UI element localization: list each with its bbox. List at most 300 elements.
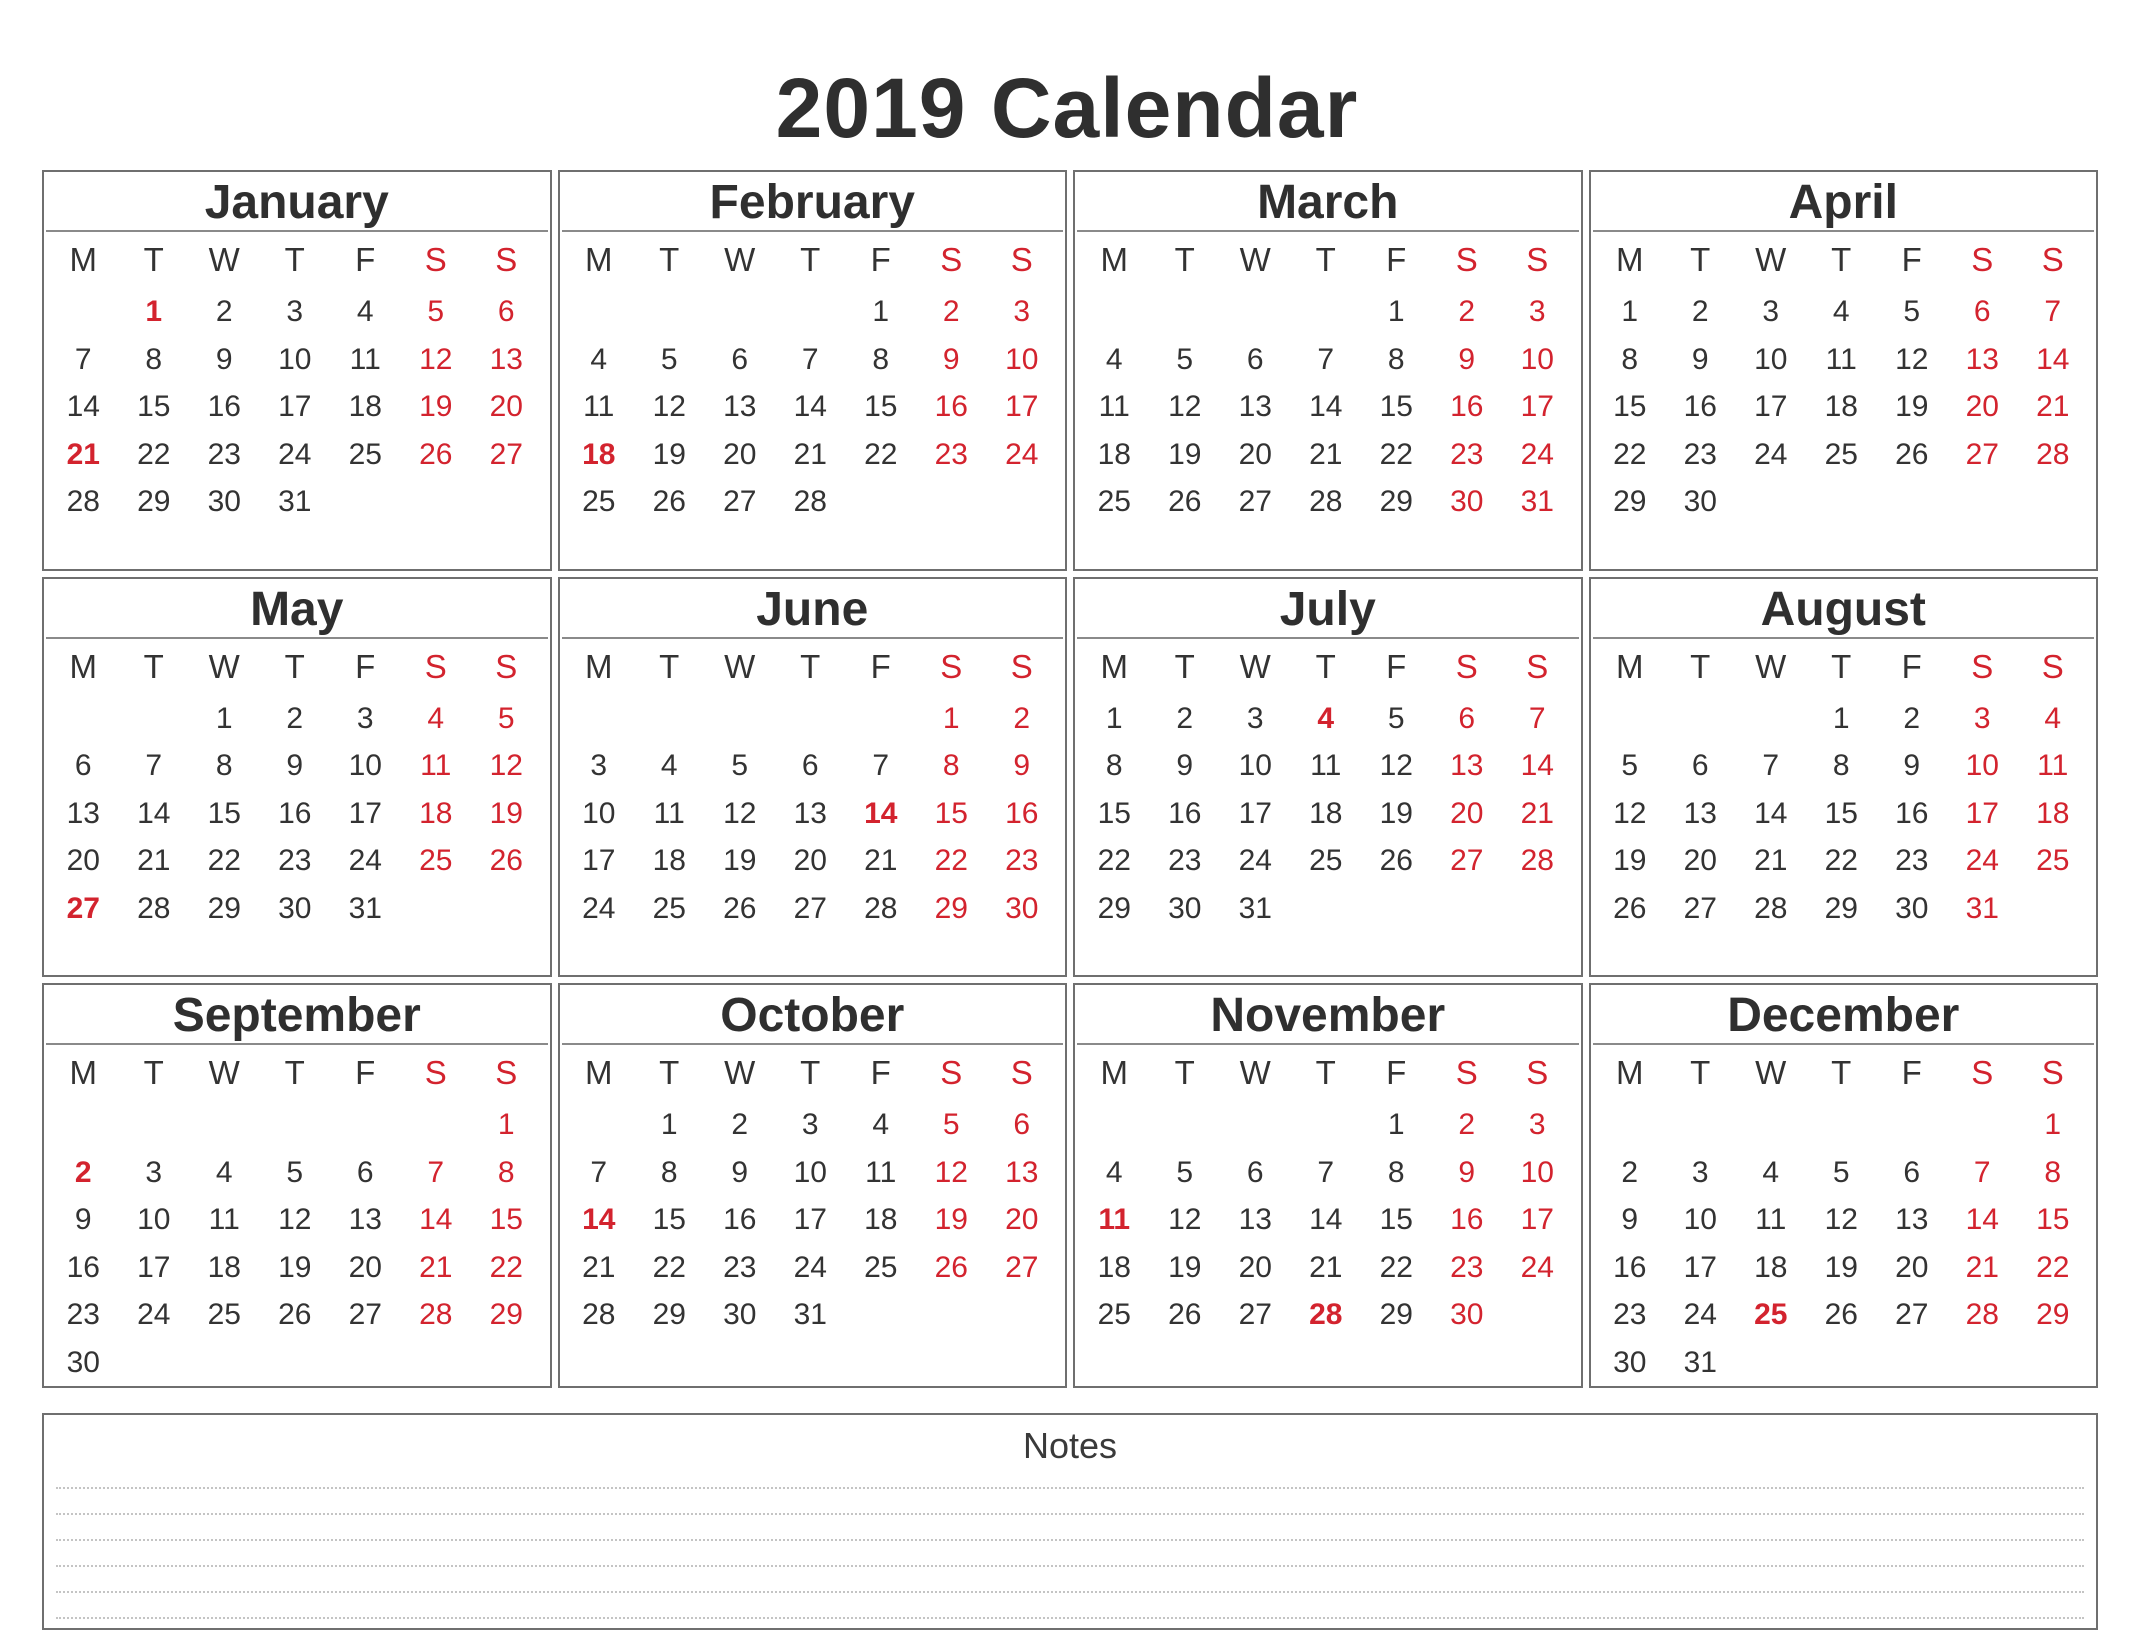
day-cell: 2: [286, 701, 304, 735]
empty-cell: [1595, 695, 1666, 743]
week-row: [1075, 288, 1581, 336]
weekday-label: T: [1831, 241, 1852, 278]
day-cell: 5: [1903, 295, 1921, 328]
weekday-label: T: [1315, 1054, 1336, 1091]
day-cell: 29: [1379, 1298, 1413, 1331]
weekday-label: W: [1239, 1054, 1271, 1091]
day-cell: 5: [1387, 701, 1405, 735]
day-cell: 8: [1105, 749, 1123, 782]
weekday-label: T: [143, 241, 164, 278]
day-cell: 15: [864, 390, 898, 423]
day-cell: 10: [1520, 1155, 1554, 1189]
day-cell: 3: [1246, 701, 1264, 735]
empty-cell: [471, 478, 542, 526]
day-cell: 4: [872, 1108, 890, 1141]
day-cell: 6: [1903, 1155, 1921, 1189]
day-cell: 28: [793, 485, 827, 518]
weekday-label: M: [69, 647, 97, 685]
day-cell: 15: [137, 390, 171, 423]
day-cell: 9: [731, 1155, 749, 1189]
empty-cell: [846, 1291, 917, 1339]
weekday-label: T: [659, 1054, 680, 1091]
day-cell: 27: [1965, 437, 1999, 471]
notes-line: [56, 1487, 2084, 1489]
day-cell: 5: [286, 1155, 304, 1189]
empty-cell: [1291, 288, 1362, 336]
day-cell: 2: [942, 295, 960, 328]
day-cell: 26: [934, 1250, 968, 1284]
day-cell: 5: [660, 342, 678, 376]
day-cell: 9: [1903, 749, 1921, 782]
day-cell: 10: [1238, 749, 1272, 782]
day-cell: 6: [1013, 1108, 1031, 1141]
day-cell: 30: [1683, 485, 1717, 518]
day-cell: 21: [1754, 844, 1788, 877]
day-cell: 17: [278, 390, 312, 423]
day-cell: 19: [1613, 844, 1647, 877]
day-cell: 21: [793, 437, 827, 471]
day-cell: 15: [2036, 1203, 2070, 1236]
empty-cell: [1291, 885, 1362, 933]
day-cell: 1: [942, 701, 960, 735]
day-cell: 23: [1168, 844, 1202, 877]
day-cell: 19: [652, 437, 686, 471]
day-cell: 20: [1965, 390, 1999, 423]
day-cell: 18: [1309, 796, 1343, 830]
day-cell: 24: [1754, 437, 1788, 471]
weekday-label: M: [1616, 241, 1644, 278]
day-cell: 3: [1528, 1108, 1546, 1141]
week-row: [1591, 1291, 2097, 1339]
day-cell: 22: [1379, 1250, 1413, 1284]
notes-line: [56, 1513, 2084, 1515]
weekday-label: F: [1901, 241, 1922, 278]
month-april: [1589, 170, 2099, 571]
weekday-label: F: [870, 241, 891, 278]
day-cell: 29: [1379, 485, 1413, 518]
month-name: January: [46, 172, 548, 232]
empty-cell: [1736, 1101, 1807, 1149]
day-cell: 1: [145, 295, 163, 328]
day-cell: 29: [934, 891, 968, 925]
day-cell: 11: [1310, 749, 1342, 782]
day-cell: 28: [1520, 844, 1554, 877]
page-title: 2019 Calendar: [775, 61, 1359, 155]
day-cell: 13: [489, 342, 523, 376]
weekday-label: S: [1526, 1054, 1549, 1091]
day-cell: 18: [1097, 1250, 1131, 1284]
day-cell: 21: [582, 1250, 616, 1284]
day-cell: 26: [1824, 1298, 1858, 1331]
day-cell: 13: [793, 796, 827, 830]
week-row: [44, 431, 550, 479]
weekday-label: S: [1455, 647, 1478, 685]
day-cell: 21: [2036, 390, 2070, 423]
day-cell: 24: [582, 891, 616, 925]
weekday-label: S: [495, 647, 518, 685]
weekday-label: T: [1315, 647, 1336, 685]
day-cell: 10: [793, 1155, 827, 1189]
day-cell: 1: [1105, 701, 1123, 735]
day-cell: 7: [427, 1155, 445, 1189]
day-cell: 6: [1246, 342, 1264, 376]
day-cell: 9: [215, 342, 233, 376]
day-cell: 9: [1621, 1203, 1639, 1236]
day-cell: 4: [1105, 342, 1123, 376]
day-cell: 10: [1683, 1203, 1717, 1236]
weekday-label: W: [724, 241, 756, 278]
day-cell: 9: [1176, 749, 1194, 782]
day-cell: 27: [723, 485, 757, 518]
day-cell: 29: [2036, 1298, 2070, 1331]
week-row: [1075, 1196, 1581, 1244]
weekday-label: S: [2041, 647, 2064, 685]
weekday-label: T: [1690, 647, 1711, 685]
day-cell: 23: [1450, 437, 1484, 471]
empty-cell: [634, 288, 705, 336]
day-cell: 26: [652, 485, 686, 518]
empty-cell: [260, 1339, 331, 1387]
day-cell: 20: [1238, 437, 1272, 471]
empty-cell: [330, 1339, 401, 1387]
weekday-label: T: [1315, 241, 1336, 278]
notes-line: [56, 1565, 2084, 1567]
day-cell: 8: [1387, 342, 1405, 376]
empty-cell: [1665, 695, 1736, 743]
weekday-label: S: [1971, 241, 1994, 278]
day-cell: 14: [137, 796, 171, 830]
day-cell: 6: [497, 295, 515, 328]
empty-cell: [2018, 478, 2089, 526]
day-cell: 11: [865, 1155, 897, 1189]
weekday-label: S: [495, 241, 518, 278]
empty-cell: [48, 288, 119, 336]
day-cell: 25: [1824, 437, 1858, 471]
day-cell: 31: [1965, 891, 1999, 925]
day-cell: 21: [864, 844, 898, 877]
day-cell: 17: [1683, 1250, 1717, 1284]
day-cell: 27: [1238, 485, 1272, 518]
weekday-label: M: [69, 241, 97, 278]
day-cell: 1: [1387, 295, 1405, 328]
day-cell: 3: [1013, 295, 1031, 328]
weekday-label: M: [1616, 1054, 1644, 1091]
day-cell: 26: [723, 891, 757, 925]
day-cell: 17: [348, 796, 382, 830]
day-cell: 29: [1613, 485, 1647, 518]
day-cell: 8: [2044, 1155, 2062, 1189]
week-row: [1591, 742, 2097, 790]
day-cell: 6: [731, 342, 749, 376]
weekday-header: [44, 232, 550, 288]
day-cell: 10: [278, 342, 312, 376]
day-cell: 12: [723, 796, 757, 830]
day-cell: 18: [652, 844, 686, 877]
day-cell: 6: [356, 1155, 374, 1189]
month-name: September: [46, 985, 548, 1045]
empty-cell: [705, 695, 776, 743]
weekday-label: T: [284, 647, 305, 685]
day-cell: 7: [590, 1155, 608, 1189]
day-cell: 14: [1309, 1203, 1343, 1236]
empty-cell: [119, 1101, 190, 1149]
day-cell: 1: [497, 1108, 515, 1141]
months-grid: [42, 170, 2098, 1388]
month-november: [1073, 983, 1583, 1388]
week-row: [44, 288, 550, 336]
day-cell: 30: [207, 485, 241, 518]
day-cell: 9: [1458, 342, 1476, 376]
day-cell: 30: [1450, 485, 1484, 518]
day-cell: 1: [1832, 701, 1850, 735]
empty-cell: [401, 1101, 472, 1149]
weekday-label: W: [208, 1054, 240, 1091]
day-cell: 16: [1450, 1203, 1484, 1236]
day-cell: 22: [2036, 1250, 2070, 1284]
day-cell: 11: [1098, 390, 1130, 423]
week-row: [44, 742, 550, 790]
empty-cell: [705, 288, 776, 336]
day-cell: 1: [1387, 1108, 1405, 1141]
day-cell: 7: [801, 342, 819, 376]
weekday-label: S: [424, 241, 447, 278]
week-row: [1075, 1149, 1581, 1197]
day-cell: 29: [1097, 891, 1131, 925]
empty-cell: [1806, 1101, 1877, 1149]
empty-cell: [1432, 885, 1503, 933]
day-cell: 27: [1005, 1250, 1039, 1284]
empty-cell: [1502, 1291, 1573, 1339]
day-cell: 8: [1387, 1155, 1405, 1189]
day-cell: 2: [1903, 701, 1921, 735]
day-cell: 26: [1895, 437, 1929, 471]
day-cell: 24: [278, 437, 312, 471]
week-row: [44, 837, 550, 885]
empty-cell: [987, 478, 1058, 526]
day-cell: 25: [1097, 485, 1131, 518]
day-cell: 14: [66, 390, 100, 423]
day-cell: 11: [208, 1203, 240, 1236]
empty-cell: [775, 288, 846, 336]
day-cell: 6: [1246, 1155, 1264, 1189]
day-cell: 1: [1621, 295, 1639, 328]
month-june: [558, 577, 1068, 978]
weekday-label: S: [1971, 1054, 1994, 1091]
day-cell: 14: [1754, 796, 1788, 830]
day-cell: 19: [1895, 390, 1929, 423]
weekday-label: T: [1690, 241, 1711, 278]
day-cell: 9: [1013, 749, 1031, 782]
day-cell: 4: [215, 1155, 233, 1189]
day-cell: 18: [1097, 437, 1131, 471]
month-name: March: [1077, 172, 1579, 232]
month-name: July: [1077, 579, 1579, 639]
week-row: [44, 336, 550, 384]
day-cell: 28: [1309, 485, 1343, 518]
weekday-label: T: [800, 241, 821, 278]
day-cell: 22: [1824, 844, 1858, 877]
weekday-label: W: [724, 1054, 756, 1091]
day-cell: 24: [1238, 844, 1272, 877]
empty-cell: [1502, 885, 1573, 933]
month-name: May: [46, 579, 548, 639]
weekday-label: T: [1831, 647, 1852, 685]
day-cell: 10: [1965, 749, 1999, 782]
day-cell: 7: [872, 749, 890, 782]
day-cell: 28: [137, 891, 171, 925]
day-cell: 22: [864, 437, 898, 471]
day-cell: 25: [582, 485, 616, 518]
day-cell: 17: [1520, 1203, 1554, 1236]
week-row: [44, 1339, 550, 1387]
empty-cell: [564, 695, 635, 743]
day-cell: 14: [419, 1203, 453, 1236]
day-cell: 27: [1683, 891, 1717, 925]
week-row: [1591, 1339, 2097, 1387]
day-cell: 12: [1824, 1203, 1858, 1236]
empty-cell: [2018, 1339, 2089, 1387]
empty-cell: [1806, 478, 1877, 526]
day-cell: 3: [286, 295, 304, 328]
empty-cell: [1736, 478, 1807, 526]
weekday-header: [1591, 232, 2097, 288]
month-july: [1073, 577, 1583, 978]
day-cell: 12: [1168, 1203, 1202, 1236]
week-row: [1075, 885, 1581, 933]
day-cell: 13: [1238, 1203, 1272, 1236]
day-cell: 2: [74, 1155, 92, 1189]
day-cell: 4: [660, 749, 678, 782]
day-cell: 24: [1683, 1298, 1717, 1331]
weekday-label: F: [1901, 647, 1922, 685]
weekday-header: [1591, 639, 2097, 695]
weekday-label: T: [659, 241, 680, 278]
week-row: [1591, 837, 2097, 885]
day-cell: 14: [793, 390, 827, 423]
day-cell: 4: [356, 295, 374, 328]
day-cell: 5: [942, 1108, 960, 1141]
day-cell: 8: [660, 1155, 678, 1189]
day-cell: 27: [1450, 844, 1484, 877]
day-cell: 20: [1005, 1203, 1039, 1236]
day-cell: 21: [1965, 1250, 1999, 1284]
day-cell: 6: [1691, 749, 1709, 782]
empty-cell: [401, 478, 472, 526]
weekday-label: T: [284, 241, 305, 278]
day-cell: 30: [1613, 1345, 1647, 1379]
day-cell: 10: [137, 1203, 171, 1236]
weekday-label: S: [1455, 1054, 1478, 1091]
week-row: [560, 336, 1066, 384]
day-cell: 17: [1005, 390, 1039, 423]
day-cell: 28: [864, 891, 898, 925]
day-cell: 14: [1309, 390, 1343, 423]
day-cell: 5: [731, 749, 749, 782]
month-name: August: [1593, 579, 2095, 639]
day-cell: 2: [215, 295, 233, 328]
day-cell: 15: [1613, 390, 1647, 423]
empty-cell: [846, 478, 917, 526]
day-cell: 13: [1965, 342, 1999, 376]
weekday-label: W: [208, 241, 240, 278]
week-row: [1591, 1244, 2097, 1292]
week-row: [1591, 885, 2097, 933]
week-row: [560, 1291, 1066, 1339]
weekday-header: [1075, 232, 1581, 288]
day-cell: 13: [1005, 1155, 1039, 1189]
empty-cell: [119, 1339, 190, 1387]
day-cell: 2: [1691, 295, 1709, 328]
empty-cell: [330, 478, 401, 526]
empty-cell: [1079, 288, 1150, 336]
day-cell: 5: [497, 701, 515, 735]
day-cell: 23: [1683, 437, 1717, 471]
day-cell: 8: [1621, 342, 1639, 376]
weekday-label: W: [1755, 647, 1787, 685]
empty-cell: [1150, 288, 1221, 336]
day-cell: 2: [1013, 701, 1031, 735]
day-cell: 5: [1621, 749, 1639, 782]
day-cell: 31: [793, 1298, 827, 1331]
empty-cell: [1595, 1101, 1666, 1149]
day-cell: 14: [1520, 749, 1554, 782]
weekday-label: T: [143, 647, 164, 685]
month-name: October: [562, 985, 1064, 1045]
week-row: [1075, 837, 1581, 885]
day-cell: 4: [1762, 1155, 1780, 1189]
day-cell: 7: [145, 749, 163, 782]
day-cell: 25: [864, 1250, 898, 1284]
weekday-label: T: [143, 1054, 164, 1091]
empty-cell: [260, 1101, 331, 1149]
empty-cell: [1806, 1339, 1877, 1387]
empty-cell: [916, 1291, 987, 1339]
empty-cell: [564, 288, 635, 336]
weekday-label: T: [1690, 1054, 1711, 1091]
week-row: [1591, 478, 2097, 526]
day-cell: 15: [489, 1203, 523, 1236]
month-march: [1073, 170, 1583, 571]
day-cell: 24: [137, 1298, 171, 1331]
notes-section: [42, 1413, 2098, 1630]
weekday-label: W: [1239, 241, 1271, 278]
day-cell: 8: [942, 749, 960, 782]
day-cell: 7: [74, 342, 92, 376]
weekday-label: S: [424, 1054, 447, 1091]
notes-line: [56, 1539, 2084, 1541]
day-cell: 28: [1754, 891, 1788, 925]
day-cell: 1: [872, 295, 890, 328]
day-cell: 16: [1613, 1250, 1647, 1284]
week-row: [560, 1196, 1066, 1244]
week-row: [1591, 695, 2097, 743]
weekday-label: F: [870, 1054, 891, 1091]
empty-cell: [1361, 885, 1432, 933]
weekday-label: T: [1831, 1054, 1852, 1091]
day-cell: 12: [934, 1155, 968, 1189]
day-cell: 5: [427, 295, 445, 328]
day-cell: 24: [348, 844, 382, 877]
empty-cell: [330, 1101, 401, 1149]
day-cell: 28: [1309, 1298, 1343, 1331]
week-row: [560, 383, 1066, 431]
empty-cell: [1220, 1101, 1291, 1149]
day-cell: 28: [582, 1298, 616, 1331]
empty-cell: [471, 1339, 542, 1387]
empty-cell: [634, 695, 705, 743]
day-cell: 28: [419, 1298, 453, 1331]
day-cell: 19: [1824, 1250, 1858, 1284]
